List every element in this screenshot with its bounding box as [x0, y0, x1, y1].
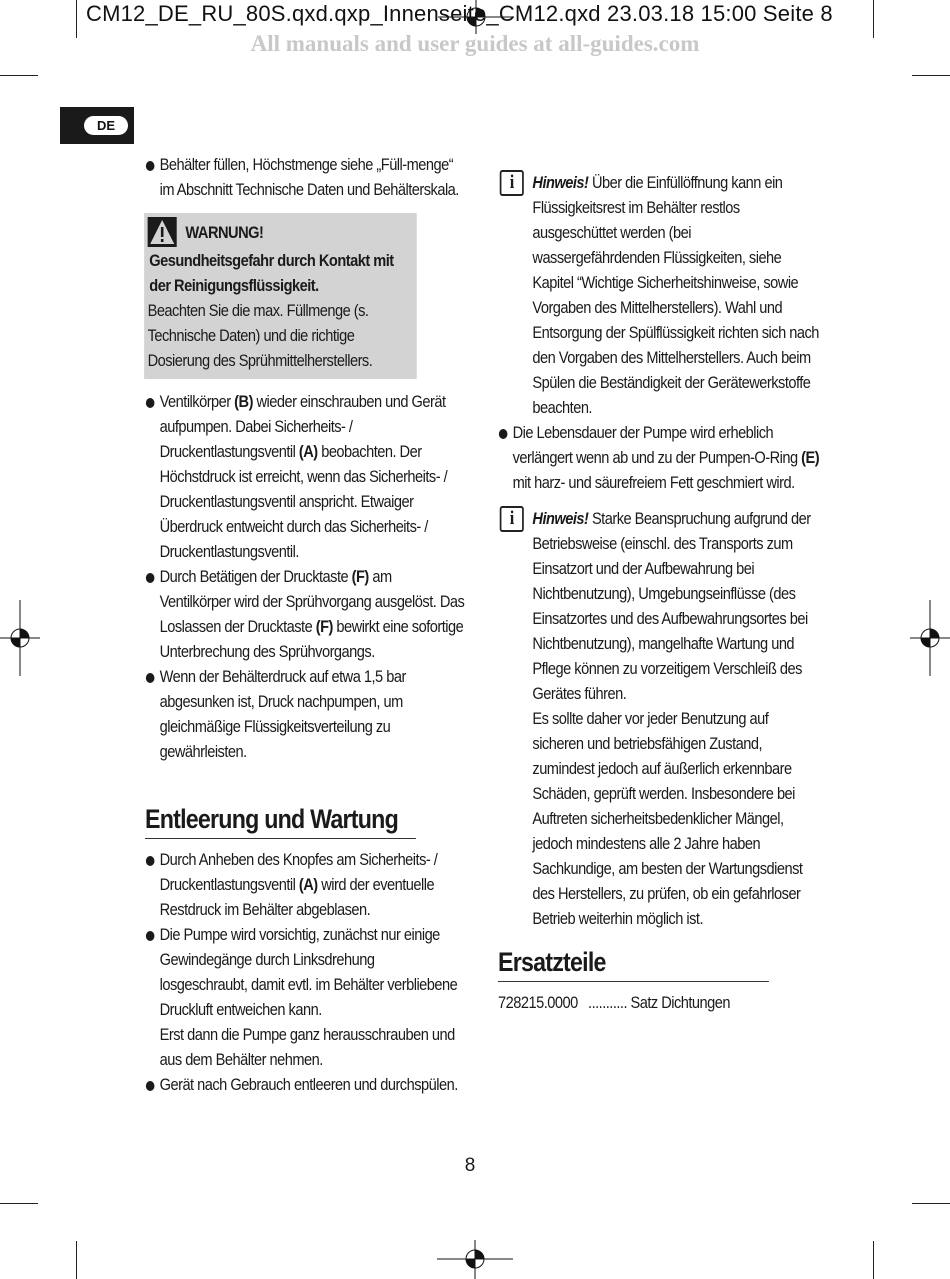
key-label: (A) — [298, 442, 318, 461]
hint-note — [498, 506, 820, 931]
crop-mark — [912, 1203, 950, 1204]
left-column — [145, 152, 465, 1097]
crop-mark — [912, 75, 950, 76]
list-item: Gerät nach Gebrauch entleeren und durchspülen. — [145, 1072, 465, 1097]
warning-text: Beachten Sie die max. Füllmenge (s. Technische Daten) und die richtige Dosierung des Sprühmittelherstellers. — [147, 301, 373, 370]
text-span: Durch Anheben des Knopfes am Sicherheits- / Druckentlastungsventil — [159, 850, 438, 894]
part-number: 728215.0000 — [498, 993, 578, 1012]
watermark-text: All manuals and user guides at all-guides.com — [250, 31, 700, 56]
warning-header — [148, 216, 414, 248]
warning-triangle-icon — [148, 217, 177, 247]
text-span: Ventilkörper — [159, 392, 231, 411]
text-span: wird der eventuelle Restdruck im Behälter abgeblasen. — [159, 875, 435, 919]
section-title-ersatzteile: Ersatzteile — [498, 946, 769, 982]
hint-text: Starke Beanspruchung aufgrund der Betriebsweise (einschl. des Transports zum Einsatzort und der Aufbewahrung bei Nichtbenutzung), Umgebungseinflüsse (des Einsatzortes und des Aufbewahrungsortes bei Nichtbenutzung), mangelhafte Wartung und Pflege können zu vorzeitigem Verschleiß des Gerätes führen. — [532, 509, 811, 703]
crop-mark — [0, 75, 38, 76]
language-label: DE — [84, 116, 128, 135]
spare-part-row — [498, 990, 820, 1015]
crop-mark — [873, 1241, 874, 1279]
hint-text: Es sollte daher vor jeder Benutzung auf sicheren und betriebsfähigen Zustand, zumindest jedoch auf äußerlich erkennbare Schäden, geprüft werden. Insbesondere bei Auftreten sicherheitsbedenklicher Mängel, jedoch mindestens alle 2 Jahre haben Sachkundige, am besten der Wartungsdienst des Herstellers, zu prüfen, ob ein gefahrloser Betrieb weiterhin möglich ist. — [532, 709, 803, 928]
print-header-line: CM12_DE_RU_80S.qxd.qxp_Innenseite_CM12.qxd 23.03.18 15:00 Seite 8 — [86, 1, 833, 26]
list-item — [145, 847, 465, 922]
hint-label: Hinweis! — [532, 509, 589, 528]
crop-mark — [76, 1241, 77, 1279]
warning-bold-text: Gesundheitsgefahr durch Kontakt mit der Reinigungsflüssigkeit. — [149, 251, 394, 295]
list-item — [145, 922, 465, 1072]
key-label: (F) — [315, 617, 333, 636]
right-column — [498, 170, 820, 1015]
crop-mark — [0, 1203, 38, 1204]
key-label: (B) — [234, 392, 253, 411]
text-span: wieder einschrauben und Gerät aufpumpen. Dabei Sicherheits- / Druckentlastungsventil — [159, 392, 446, 461]
text-span: am Ventilkörper wird der Sprühvorgang ausgelöst. Das Loslassen der Drucktaste — [159, 567, 465, 636]
leader-dots: ........... — [588, 993, 628, 1012]
text-span: Erst dann die Pumpe ganz herausschrauben und aus dem Behälter nehmen. — [159, 1025, 455, 1069]
text-span: bewirkt eine sofortige Unterbrechung des Sprühvorgangs. — [159, 617, 464, 661]
section-title-entleerung: Entleerung und Wartung — [145, 803, 416, 839]
key-label: (F) — [351, 567, 369, 586]
list-item — [498, 420, 820, 495]
registration-mark-left-icon — [0, 600, 40, 676]
text-span: beobachten. Der Höchstdruck ist erreicht, wenn das Sicherheits- / Druckentlastungsventil anspricht. Etwaiger Überdruck entweicht durch das Sicherheits- / Druckentlastungsventil. — [159, 442, 448, 561]
part-name: Satz Dichtungen — [630, 993, 731, 1012]
warning-title: WARNUNG! — [185, 222, 264, 242]
hint-label: Hinweis! — [532, 173, 589, 192]
hint-note — [498, 170, 820, 420]
list-item: Wenn der Behälterdruck auf etwa 1,5 bar abgesunken ist, Druck nachpumpen, um gleichmäßige Flüssigkeitsverteilung zu gewährleisten. — [145, 664, 465, 764]
warning-box — [144, 213, 417, 379]
text-span: Die Lebensdauer der Pumpe wird erheblich verlängert wenn ab und zu der Pumpen-O-Ring — [512, 423, 802, 467]
page-number: 8 — [464, 1155, 476, 1176]
info-icon: i — [500, 170, 524, 196]
text-span: Die Pumpe wird vorsichtig, zunächst nur einige Gewindegänge durch Linksdrehung losgeschraubt, damit evtl. im Behälter verbliebene Druckluft entweichen kann. — [159, 925, 458, 1019]
hint-text: Über die Einfüllöffnung kann ein Flüssigkeitsrest im Behälter restlos ausgeschüttet werden (bei wassergefährdenden Flüssigkeiten, siehe Kapitel “Wichtige Sicherheitshinweise, sowie Vorgaben des Mittelherstellers). Wahl und Entsorgung der Spülflüssigkeit richten sich nach den Vorgaben des Mittelherstellers. Auch beim Spülen die Beständigkeit der Gerätewerkstoffe beachten. — [532, 173, 819, 417]
text-span: Durch Betätigen der Drucktaste — [159, 567, 352, 586]
key-label: (A) — [298, 875, 318, 894]
key-label: (E) — [801, 448, 820, 467]
info-icon: i — [500, 506, 524, 532]
list-item — [145, 389, 465, 564]
text-span: mit harz- und säurefreiem Fett geschmiert wird. — [512, 473, 795, 492]
list-item — [145, 564, 465, 664]
list-item: Behälter füllen, Höchstmenge siehe „Füll-menge“ im Abschnitt Technische Daten und Behälterskala. — [145, 152, 465, 202]
registration-mark-bottom-icon — [437, 1240, 513, 1279]
registration-mark-right-icon — [910, 600, 950, 676]
